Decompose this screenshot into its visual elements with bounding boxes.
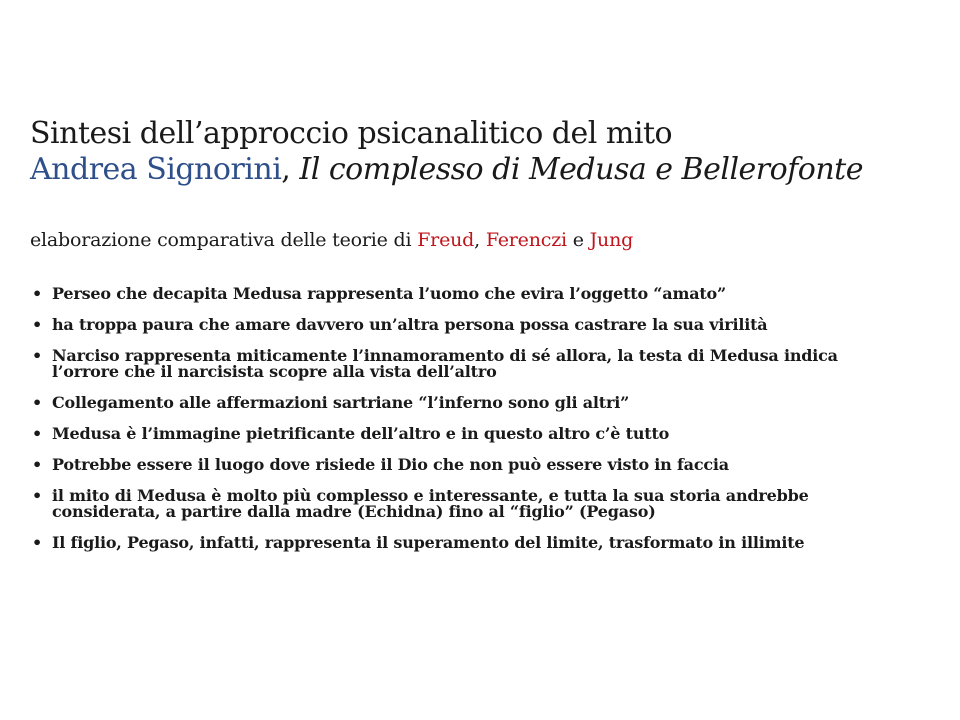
- bullet-item: • Perseo che decapita Medusa rappresenta l’uomo che evira l’oggetto “amato”: [30, 286, 900, 302]
- bullet-item: • Collegamento alle affermazioni sartriane “l’inferno sono gli altri”: [30, 395, 900, 411]
- title-separator: ,: [281, 152, 300, 187]
- work-title: Il complesso di Medusa e Bellerofonte: [299, 152, 863, 187]
- theorist-freud: Freud: [417, 229, 475, 251]
- bullet-item: • Il figlio, Pegaso, infatti, rappresenta il superamento del limite, trasformato in illimite: [30, 535, 900, 551]
- bullet-item: • ha troppa paura che amare davvero un’altra persona possa castrare la sua virilità: [30, 317, 900, 333]
- subtitle: [30, 228, 633, 252]
- title-block: [30, 116, 930, 188]
- bullet-list: [30, 286, 900, 566]
- subtitle-sep-2: e: [566, 229, 590, 251]
- theorist-jung: Jung: [589, 229, 634, 251]
- slide-title: Sintesi dell’approccio psicanalitico del mito: [30, 116, 673, 151]
- bullet-item: • Medusa è l’immagine pietrificante dell’altro e in questo altro c’è tutto: [30, 426, 900, 442]
- slide-title-author-line: [30, 152, 930, 188]
- subtitle-sep-1: ,: [474, 229, 486, 251]
- bullet-item: • Narciso rappresenta miticamente l’innamoramento di sé allora, la testa di Medusa indica l’orrore che il narcisista scopre alla vista dell’altro: [30, 348, 900, 380]
- subtitle-prefix: elaborazione comparativa delle teorie di: [30, 229, 418, 251]
- bullet-item: • il mito di Medusa è molto più complesso e interessante, e tutta la sua storia andrebbe considerata, a partire dalla madre (Echidna) fino al “figlio” (Pegaso): [30, 488, 900, 520]
- bullet-item: • Potrebbe essere il luogo dove risiede il Dio che non può essere visto in faccia: [30, 457, 900, 473]
- theorist-ferenczi: Ferenczi: [485, 229, 567, 251]
- author-name: Andrea Signorini: [30, 152, 282, 187]
